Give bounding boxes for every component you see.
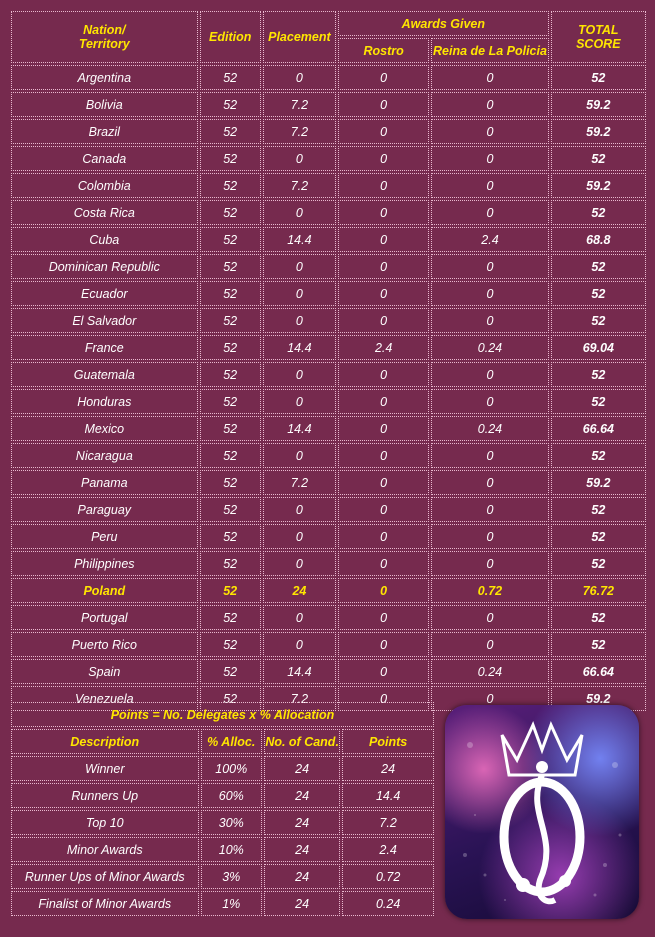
nation-cell: Dominican Republic bbox=[11, 254, 198, 279]
reina-cell: 0 bbox=[431, 362, 548, 387]
total-score-cell: 52 bbox=[551, 146, 646, 171]
rostro-cell: 0 bbox=[338, 470, 429, 495]
edition-cell: 52 bbox=[200, 281, 261, 306]
nation-cell: Guatemala bbox=[11, 362, 198, 387]
total-score-cell: 52 bbox=[551, 254, 646, 279]
nation-cell: Brazil bbox=[11, 119, 198, 144]
total-score-cell: 52 bbox=[551, 389, 646, 414]
cand-cell: 24 bbox=[264, 810, 340, 835]
total-score-cell: 52 bbox=[551, 362, 646, 387]
rostro-cell: 0 bbox=[338, 551, 429, 576]
total-score-cell: 52 bbox=[551, 497, 646, 522]
nation-cell: Honduras bbox=[11, 389, 198, 414]
edition-cell: 52 bbox=[200, 308, 261, 333]
reina-cell: 0 bbox=[431, 389, 548, 414]
edition-cell: 52 bbox=[200, 362, 261, 387]
alloc-cell: 30% bbox=[201, 810, 263, 835]
edition-cell: 52 bbox=[200, 686, 261, 711]
placement-cell: 0 bbox=[263, 632, 336, 657]
total-score-cell: 66.64 bbox=[551, 416, 646, 441]
reina-cell: 0.24 bbox=[431, 416, 548, 441]
table-row bbox=[11, 756, 434, 781]
edition-cell: 52 bbox=[200, 497, 261, 522]
alloc-cell: 10% bbox=[201, 837, 263, 862]
total-score-cell: 52 bbox=[551, 65, 646, 90]
placement-cell: 0 bbox=[263, 308, 336, 333]
rostro-cell: 0 bbox=[338, 119, 429, 144]
reina-cell: 0 bbox=[431, 470, 548, 495]
table-row bbox=[11, 92, 646, 117]
table-row bbox=[11, 891, 434, 916]
edition-cell: 52 bbox=[200, 173, 261, 198]
table-row bbox=[11, 200, 646, 225]
header-description: Description bbox=[11, 729, 199, 754]
rostro-cell: 0 bbox=[338, 200, 429, 225]
placement-cell: 0 bbox=[263, 254, 336, 279]
table-row bbox=[11, 551, 646, 576]
nation-cell: Portugal bbox=[11, 605, 198, 630]
reina-cell: 0 bbox=[431, 173, 548, 198]
placement-cell: 14.4 bbox=[263, 416, 336, 441]
table-row bbox=[11, 254, 646, 279]
table-row bbox=[11, 578, 646, 603]
placement-cell: 0 bbox=[263, 443, 336, 468]
placement-cell: 0 bbox=[263, 497, 336, 522]
reina-cell: 2.4 bbox=[431, 227, 548, 252]
reina-cell: 0 bbox=[431, 524, 548, 549]
table-row bbox=[11, 389, 646, 414]
nation-cell: Colombia bbox=[11, 173, 198, 198]
reina-cell: 0.72 bbox=[431, 578, 548, 603]
description-cell: Winner bbox=[11, 756, 199, 781]
total-score-cell: 52 bbox=[551, 524, 646, 549]
rostro-cell: 0 bbox=[338, 605, 429, 630]
placement-cell: 7.2 bbox=[263, 686, 336, 711]
description-cell: Finalist of Minor Awards bbox=[11, 891, 199, 916]
table-row bbox=[11, 524, 646, 549]
cand-cell: 24 bbox=[264, 783, 340, 808]
table-row bbox=[11, 497, 646, 522]
nation-cell: Cuba bbox=[11, 227, 198, 252]
alloc-cell: 60% bbox=[201, 783, 263, 808]
rostro-cell: 0 bbox=[338, 362, 429, 387]
rostro-cell: 0 bbox=[338, 92, 429, 117]
points-cell: 14.4 bbox=[342, 783, 434, 808]
points-cell: 0.72 bbox=[342, 864, 434, 889]
reina-cell: 0 bbox=[431, 254, 548, 279]
table-row bbox=[11, 227, 646, 252]
alloc-cell: 1% bbox=[201, 891, 263, 916]
nation-cell: Spain bbox=[11, 659, 198, 684]
reina-cell: 0.24 bbox=[431, 659, 548, 684]
rostro-cell: 0 bbox=[338, 173, 429, 198]
edition-cell: 52 bbox=[200, 146, 261, 171]
placement-cell: 7.2 bbox=[263, 119, 336, 144]
nation-cell: Puerto Rico bbox=[11, 632, 198, 657]
edition-cell: 52 bbox=[200, 92, 261, 117]
points-cell: 24 bbox=[342, 756, 434, 781]
nation-cell: Venezuela bbox=[11, 686, 198, 711]
nation-cell: Costa Rica bbox=[11, 200, 198, 225]
cand-cell: 24 bbox=[264, 864, 340, 889]
table-row bbox=[11, 659, 646, 684]
nation-cell: Panama bbox=[11, 470, 198, 495]
rostro-cell: 0 bbox=[338, 416, 429, 441]
nation-cell: Philippines bbox=[11, 551, 198, 576]
header-placement: Placement bbox=[263, 11, 336, 63]
table-row bbox=[11, 65, 646, 90]
alloc-cell: 3% bbox=[201, 864, 263, 889]
edition-cell: 52 bbox=[200, 389, 261, 414]
rostro-cell: 0 bbox=[338, 281, 429, 306]
table-row bbox=[11, 362, 646, 387]
reina-cell: 0 bbox=[431, 443, 548, 468]
header-nation: Nation/ Territory bbox=[11, 11, 198, 63]
edition-cell: 52 bbox=[200, 335, 261, 360]
edition-cell: 52 bbox=[200, 605, 261, 630]
table-row bbox=[11, 837, 434, 862]
table-row bbox=[11, 119, 646, 144]
rostro-cell: 0 bbox=[338, 146, 429, 171]
table-row bbox=[11, 470, 646, 495]
points-formula-title: Points = No. Delegates x % Allocation bbox=[11, 702, 434, 727]
header-row bbox=[11, 11, 646, 36]
total-score-cell: 52 bbox=[551, 632, 646, 657]
reina-cell: 0 bbox=[431, 281, 548, 306]
placement-cell: 7.2 bbox=[263, 92, 336, 117]
rostro-cell: 0 bbox=[338, 632, 429, 657]
reina-cell: 0 bbox=[431, 146, 548, 171]
scores-table bbox=[9, 9, 648, 713]
table-row bbox=[11, 632, 646, 657]
edition-cell: 52 bbox=[200, 65, 261, 90]
nation-cell: El Salvador bbox=[11, 308, 198, 333]
reina-cell: 0 bbox=[431, 686, 548, 711]
edition-cell: 52 bbox=[200, 227, 261, 252]
table-row bbox=[11, 335, 646, 360]
table-row bbox=[11, 146, 646, 171]
placement-cell: 0 bbox=[263, 200, 336, 225]
rostro-cell: 0 bbox=[338, 254, 429, 279]
header-cand: No. of Cand. bbox=[264, 729, 340, 754]
placement-cell: 0 bbox=[263, 524, 336, 549]
nation-cell: Ecuador bbox=[11, 281, 198, 306]
edition-cell: 52 bbox=[200, 632, 261, 657]
header-reina: Reina de La Policia bbox=[431, 38, 548, 63]
placement-cell: 7.2 bbox=[263, 470, 336, 495]
total-score-cell: 59.2 bbox=[551, 92, 646, 117]
edition-cell: 52 bbox=[200, 578, 261, 603]
total-score-cell: 59.2 bbox=[551, 470, 646, 495]
table-row bbox=[11, 443, 646, 468]
reina-cell: 0 bbox=[431, 632, 548, 657]
header-awards-given: Awards Given bbox=[338, 11, 549, 36]
reina-cell: 0 bbox=[431, 605, 548, 630]
rostro-cell: 0 bbox=[338, 389, 429, 414]
placement-cell: 24 bbox=[263, 578, 336, 603]
description-cell: Top 10 bbox=[11, 810, 199, 835]
reina-cell: 0 bbox=[431, 65, 548, 90]
description-cell: Minor Awards bbox=[11, 837, 199, 862]
table-row bbox=[11, 308, 646, 333]
placement-cell: 14.4 bbox=[263, 335, 336, 360]
table-row bbox=[11, 864, 434, 889]
table-row bbox=[11, 416, 646, 441]
rostro-cell: 0 bbox=[338, 578, 429, 603]
edition-cell: 52 bbox=[200, 443, 261, 468]
nation-cell: Bolivia bbox=[11, 92, 198, 117]
table-row bbox=[11, 605, 646, 630]
placement-cell: 0 bbox=[263, 362, 336, 387]
total-score-cell: 52 bbox=[551, 551, 646, 576]
total-score-cell: 52 bbox=[551, 443, 646, 468]
edition-cell: 52 bbox=[200, 416, 261, 441]
placement-cell: 0 bbox=[263, 605, 336, 630]
cand-cell: 24 bbox=[264, 837, 340, 862]
table-row bbox=[11, 173, 646, 198]
reina-cell: 0 bbox=[431, 497, 548, 522]
rostro-cell: 0 bbox=[338, 497, 429, 522]
alloc-cell: 100% bbox=[201, 756, 263, 781]
rostro-cell: 0 bbox=[338, 227, 429, 252]
total-score-cell: 76.72 bbox=[551, 578, 646, 603]
total-score-cell: 66.64 bbox=[551, 659, 646, 684]
rostro-cell: 0 bbox=[338, 524, 429, 549]
rostro-cell: 0 bbox=[338, 308, 429, 333]
placement-cell: 0 bbox=[263, 281, 336, 306]
nation-cell: Canada bbox=[11, 146, 198, 171]
points-title-row bbox=[11, 702, 434, 727]
placement-cell: 0 bbox=[263, 65, 336, 90]
table-row bbox=[11, 281, 646, 306]
reina-cell: 0.24 bbox=[431, 335, 548, 360]
placement-cell: 14.4 bbox=[263, 659, 336, 684]
total-score-cell: 52 bbox=[551, 281, 646, 306]
total-score-cell: 52 bbox=[551, 308, 646, 333]
edition-cell: 52 bbox=[200, 119, 261, 144]
rostro-cell: 0 bbox=[338, 659, 429, 684]
table-row bbox=[11, 783, 434, 808]
total-score-cell: 68.8 bbox=[551, 227, 646, 252]
reina-cell: 0 bbox=[431, 92, 548, 117]
header-total-score: TOTAL SCORE bbox=[551, 11, 646, 63]
rostro-cell: 0 bbox=[338, 443, 429, 468]
points-cell: 0.24 bbox=[342, 891, 434, 916]
pageant-crown-logo-icon bbox=[445, 705, 639, 919]
reina-cell: 0 bbox=[431, 200, 548, 225]
cand-cell: 24 bbox=[264, 756, 340, 781]
placement-cell: 0 bbox=[263, 551, 336, 576]
edition-cell: 52 bbox=[200, 200, 261, 225]
rostro-cell: 2.4 bbox=[338, 335, 429, 360]
nation-cell: Argentina bbox=[11, 65, 198, 90]
header-rostro: Rostro bbox=[338, 38, 429, 63]
cand-cell: 24 bbox=[264, 891, 340, 916]
placement-cell: 0 bbox=[263, 389, 336, 414]
total-score-cell: 52 bbox=[551, 200, 646, 225]
placement-cell: 0 bbox=[263, 146, 336, 171]
nation-cell: Peru bbox=[11, 524, 198, 549]
nation-cell: Mexico bbox=[11, 416, 198, 441]
points-header-row bbox=[11, 729, 434, 754]
nation-cell: Paraguay bbox=[11, 497, 198, 522]
rostro-cell: 0 bbox=[338, 65, 429, 90]
points-allocation-table bbox=[9, 700, 436, 918]
table-row bbox=[11, 810, 434, 835]
nation-cell: Nicaragua bbox=[11, 443, 198, 468]
points-cell: 2.4 bbox=[342, 837, 434, 862]
total-score-cell: 52 bbox=[551, 605, 646, 630]
edition-cell: 52 bbox=[200, 551, 261, 576]
description-cell: Runners Up bbox=[11, 783, 199, 808]
edition-cell: 52 bbox=[200, 659, 261, 684]
nation-cell: France bbox=[11, 335, 198, 360]
reina-cell: 0 bbox=[431, 119, 548, 144]
edition-cell: 52 bbox=[200, 470, 261, 495]
placement-cell: 14.4 bbox=[263, 227, 336, 252]
placement-cell: 7.2 bbox=[263, 173, 336, 198]
header-edition: Edition bbox=[200, 11, 261, 63]
total-score-cell: 69.04 bbox=[551, 335, 646, 360]
nation-cell: Poland bbox=[11, 578, 198, 603]
points-cell: 7.2 bbox=[342, 810, 434, 835]
total-score-cell: 59.2 bbox=[551, 173, 646, 198]
description-cell: Runner Ups of Minor Awards bbox=[11, 864, 199, 889]
edition-cell: 52 bbox=[200, 524, 261, 549]
reina-cell: 0 bbox=[431, 308, 548, 333]
total-score-cell: 59.2 bbox=[551, 686, 646, 711]
reina-cell: 0 bbox=[431, 551, 548, 576]
header-alloc: % Alloc. bbox=[201, 729, 263, 754]
total-score-cell: 59.2 bbox=[551, 119, 646, 144]
edition-cell: 52 bbox=[200, 254, 261, 279]
rostro-cell: 0 bbox=[338, 686, 429, 711]
header-points: Points bbox=[342, 729, 434, 754]
